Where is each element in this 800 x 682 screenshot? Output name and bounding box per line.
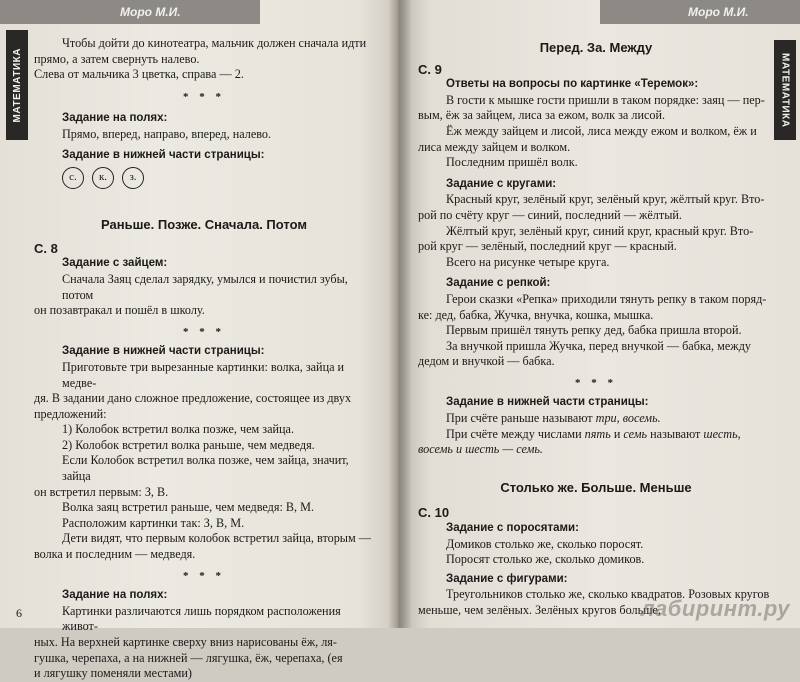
- body-line: Последним пришёл волк.: [446, 155, 578, 170]
- page-reference: С. 9: [418, 61, 442, 77]
- intro-line: Чтобы дойти до кинотеатра, мальчик должен сначала идти: [62, 36, 367, 50]
- body-line: Ёж между зайцем и лисой, лиса между ежом и волком, ёж и: [446, 123, 757, 138]
- body-line: 1) Колобок встретил волка позже, чем зайца.: [62, 422, 295, 437]
- body-line: он встретил первым: З, В.: [34, 484, 169, 499]
- body-line: предложений:: [34, 406, 107, 421]
- body-line: Прямо, вперед, направо, вперед, налево.: [62, 126, 272, 141]
- body-line: дедом и внучкой — бабка.: [418, 354, 555, 369]
- text-span: При счёте раньше называют: [446, 411, 596, 426]
- body-line: рой круг — зелёный, последний круг — красный.: [418, 239, 677, 254]
- body-line: 2) Колобок встретил волка раньше, чем медведя.: [62, 437, 315, 452]
- task-heading: Задание с кругами:: [446, 177, 557, 190]
- body-line: лиса между зайцем и волком.: [418, 139, 571, 154]
- intro-line: прямо, а затем свернуть налево.: [34, 51, 200, 66]
- right-page: [398, 0, 800, 628]
- right-running-header: Моро М.И.: [600, 0, 800, 24]
- task-heading: Задание на полях:: [62, 112, 168, 125]
- page-number: 6: [16, 606, 22, 620]
- body-line: Домиков столько же, сколько поросят.: [446, 536, 644, 551]
- text-span: называют: [647, 426, 704, 441]
- body-line: Если Колобок встретил волка позже, чем зайца, значит, зайца: [62, 453, 349, 484]
- body-line: меньше, чем зелёных. Зелёных кругов больше,: [418, 603, 662, 617]
- letter-circles: [34, 167, 374, 189]
- left-page: [0, 0, 398, 681]
- left-subject-tab: [6, 30, 28, 140]
- italic-span: пять: [584, 426, 611, 441]
- body-line: Картинки различаются лишь порядком расположения живот-: [62, 603, 341, 634]
- task-heading: Задание в нижней части страницы:: [62, 148, 265, 161]
- body-line: ке: дед, бабка, Жучка, внучка, кошка, мышка.: [418, 307, 654, 322]
- italic-span: три, восемь.: [595, 411, 661, 426]
- task-heading: Задание с фигурами:: [446, 572, 568, 585]
- task-heading: Задание в нижней части страницы:: [446, 396, 649, 409]
- body-line: Жёлтый круг, зелёный круг, синий круг, красный круг. Вто-: [446, 223, 754, 238]
- body-line: Поросят столько же, сколько домиков.: [446, 552, 645, 567]
- book-spine-shadow: [388, 0, 412, 628]
- letter-circle: з.: [122, 167, 144, 189]
- body-line: [418, 442, 774, 458]
- letter-circle: с.: [62, 167, 84, 189]
- body-line: ных. На верхней картинке сверху вниз нарисованы ёж, ля-: [34, 635, 337, 649]
- left-running-header: Моро М.И.: [0, 0, 260, 24]
- body-line: В гости к мышке гости пришли в таком порядке: заяц — пер-: [446, 92, 765, 107]
- body-line: Дети видят, что первым колобок встретил зайца, вторым —: [62, 531, 371, 546]
- task-heading: Задание с поросятами:: [446, 522, 579, 535]
- section-divider: * * *: [183, 325, 225, 338]
- watermark-logo: лабиринт.ру: [640, 596, 790, 621]
- body-line: волка и последним — медведя.: [34, 547, 196, 562]
- body-line: Красный круг, зелёный круг, зелёный круг, жёлтый круг. Вто-: [446, 192, 765, 207]
- body-line: рой по счёту круг — синий, последний — жёлтый.: [418, 207, 682, 222]
- body-line: дя. В задании дано сложное предложение, состоящее из двух: [34, 391, 352, 406]
- italic-span: восемь и шесть — семь.: [418, 442, 543, 457]
- section-title: Раньше. Позже. Сначала. Потом: [101, 217, 307, 233]
- section-divider: * * *: [183, 569, 225, 582]
- task-heading: Задание в нижней части страницы:: [62, 345, 265, 358]
- section-divider: * * *: [575, 376, 617, 389]
- body-line: Расположим картинки так: З, В, М.: [62, 515, 245, 530]
- body-line: он позавтракал и пошёл в школу.: [34, 303, 205, 318]
- right-subject-tab: [774, 40, 796, 140]
- task-heading: Задание на полях:: [62, 589, 168, 602]
- body-line: Приготовьте три вырезанные картинки: волка, зайца и медве-: [62, 359, 345, 390]
- task-heading: Задание с зайцем:: [62, 257, 168, 270]
- intro-line: Слева от мальчика 3 цветка, справа — 2.: [34, 67, 244, 82]
- body-line: Герои сказки «Репка» приходили тянуть репку в таком поряд-: [446, 291, 767, 306]
- page-reference: С. 8: [34, 240, 58, 256]
- body-line: и лягушку поменяли местами): [34, 666, 192, 681]
- text-span: При счёте между числами: [446, 426, 585, 441]
- body-line: гушка, черепаха, а на нижней — лягушка, ёж, черепаха, (ея: [34, 650, 343, 665]
- right-subject-tab-label: МАТЕМАТИКА: [779, 52, 791, 128]
- task-heading: Задание с репкой:: [446, 277, 551, 290]
- text-span: и: [610, 426, 624, 441]
- body-line: Треугольников столько же, сколько квадратов. Розовых кругов: [446, 587, 770, 602]
- italic-span: шесть,: [703, 426, 741, 441]
- section-title: Столько же. Больше. Меньше: [500, 479, 692, 495]
- task-heading: Ответы на вопросы по картинке «Теремок»:: [446, 78, 699, 91]
- left-subject-tab-label: МАТЕМАТИКА: [11, 47, 23, 123]
- body-line: Всего на рисунке четыре круга.: [446, 254, 610, 269]
- body-line: Сначала Заяц сделал зарядку, умылся и почистил зубы, потом: [62, 271, 348, 302]
- italic-span: семь: [623, 426, 648, 441]
- body-line: [418, 427, 774, 443]
- section-title: Перед. За. Между: [539, 40, 653, 55]
- body-line: Волка заяц встретил раньше, чем медведя: В, М.: [62, 500, 314, 515]
- body-line: За внучкой пришла Жучка, перед внучкой — бабка, между: [446, 338, 751, 353]
- right-text-column: [418, 40, 774, 619]
- body-line: Первым пришёл тянуть репку дед, бабка пришла второй.: [446, 323, 742, 338]
- body-line: [418, 411, 774, 427]
- page-reference: С. 10: [418, 505, 450, 521]
- letter-circle: к.: [92, 167, 114, 189]
- section-divider: * * *: [183, 90, 225, 103]
- left-text-column: [34, 36, 374, 682]
- body-line: вым, ёж за зайцем, лиса за ежом, волк за лисой.: [418, 108, 666, 123]
